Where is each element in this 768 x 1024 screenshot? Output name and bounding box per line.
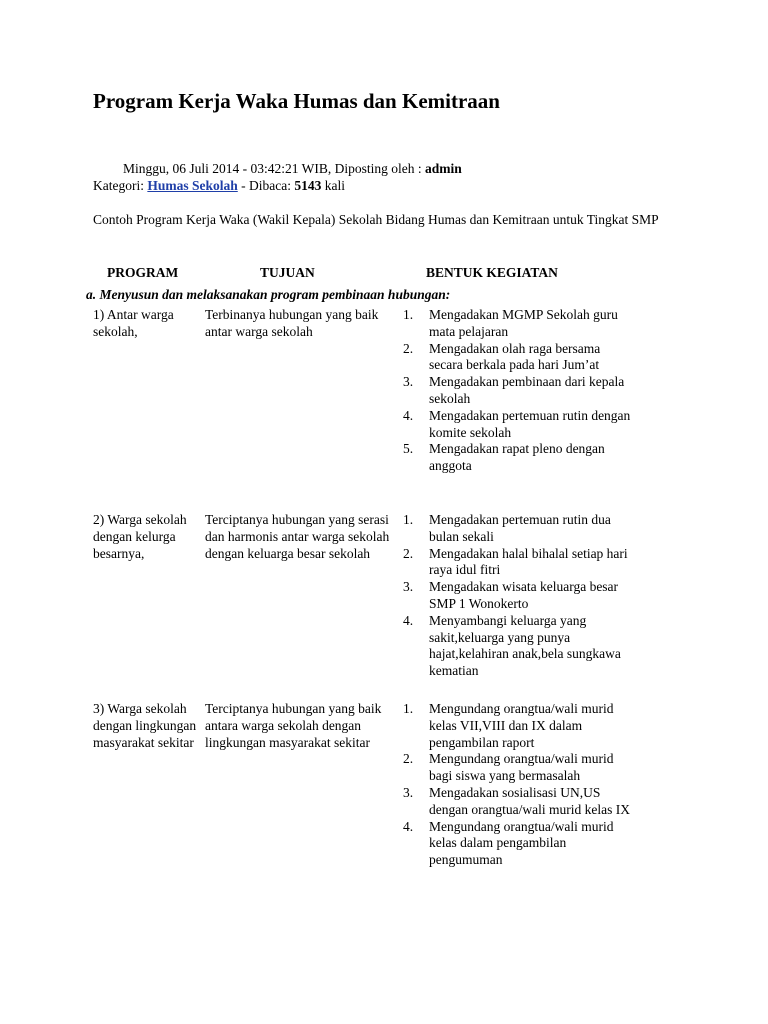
list-item: 4. Mengundang orangtua/wali murid kelas dalam pengambilan pengumuman: [403, 818, 614, 868]
read-count: 5143: [294, 177, 322, 193]
list-item: 2. Mengundang orangtua/wali murid bagi siswa yang bermasalah: [403, 751, 614, 784]
category-link[interactable]: Humas Sekolah: [147, 177, 238, 193]
row-activities: [403, 512, 633, 680]
list-item: 2. Mengadakan halal bihalal setiap hari raya idul fitri: [403, 545, 628, 578]
header-program: PROGRAM: [107, 265, 179, 280]
row-program: 3) Warga sekolah dengan lingkungan masyarakat sekitar: [93, 701, 197, 750]
page-title: Program Kerja Waka Humas dan Kemitraan: [93, 89, 500, 113]
category-label: Kategori:: [93, 177, 148, 193]
list-item: 2. Mengadakan olah raga bersama secara berkala pada hari Jum’at: [403, 340, 601, 373]
row-program: 2) Warga sekolah dengan kelurga besarnya,: [93, 512, 187, 561]
header-bentuk-kegiatan: BENTUK KEGIATAN: [426, 265, 558, 280]
header-tujuan: TUJUAN: [260, 265, 315, 280]
post-date: Minggu, 06 Juli 2014 - 03:42:21 WIB, Diposting oleh :: [123, 161, 426, 176]
list-item: 4. Menyambangi keluarga yang sakit,keluarga yang punya hajat,kelahiran anak,bela sungkawa kematian: [403, 612, 621, 679]
list-item: 1. Mengadakan MGMP Sekolah guru mata pelajaran: [403, 307, 618, 339]
row-goal: Terciptanya hubungan yang serasi dan harmonis antar warga sekolah dengan keluarga besar sekolah: [205, 512, 390, 561]
list-item: 3. Mengadakan pembinaan dari kepala sekolah: [403, 374, 625, 406]
read-label: - Dibaca:: [237, 177, 295, 193]
intro-paragraph: Contoh Program Kerja Waka (Wakil Kepala) Sekolah Bidang Humas dan Kemitraan untuk Tingkat SMP: [93, 212, 659, 227]
post-date-line: [93, 161, 693, 178]
row-goal: Terciptanya hubungan yang baik antara warga sekolah dengan lingkungan masyarakat sekitar: [205, 701, 382, 750]
post-category-line: [93, 178, 693, 195]
row-activities: [403, 701, 633, 869]
list-item: 3. Mengadakan sosialisasi UN,US dengan orangtua/wali murid kelas IX: [403, 784, 630, 817]
post-meta: [93, 161, 693, 195]
list-item: 1. Mengundang orangtua/wali murid kelas VII,VIII dan IX dalam pengambilan raport: [403, 701, 614, 750]
row-goal: Terbinanya hubungan yang baik antar warga sekolah: [205, 307, 379, 339]
post-author: admin: [425, 161, 462, 176]
read-suffix: kali: [321, 177, 345, 193]
list-item: 5. Mengadakan rapat pleno dengan anggota: [403, 441, 605, 474]
row-activities: [403, 307, 633, 475]
list-item: 1. Mengadakan pertemuan rutin dua bulan sekali: [403, 512, 611, 544]
list-item: 4. Mengadakan pertemuan rutin dengan komite sekolah: [403, 407, 631, 440]
row-program: 1) Antar warga sekolah,: [93, 307, 174, 339]
section-heading: a. Menyusun dan melaksanakan program pembinaan hubungan:: [86, 287, 451, 302]
list-item: 3. Mengadakan wisata keluarga besar SMP 1 Wonokerto: [403, 579, 619, 611]
